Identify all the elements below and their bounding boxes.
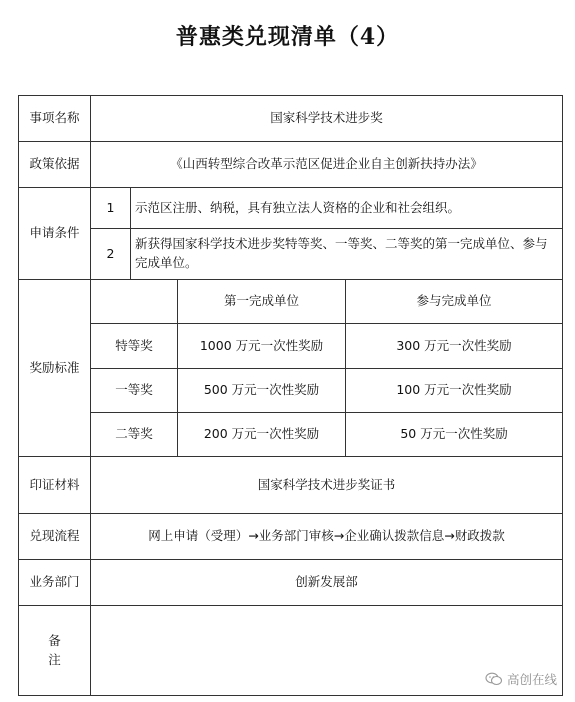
proof-value: 国家科学技术进步奖证书 — [91, 457, 563, 514]
remarks-label — [19, 606, 91, 696]
award-grade: 二等奖 — [91, 413, 178, 457]
page-title: 普惠类兑现清单（4） — [175, 24, 400, 50]
award-first-amount: 200 万元一次性奖励 — [178, 413, 346, 457]
watermark-text: 高创在线 — [506, 672, 557, 687]
award-first-amount: 500 万元一次性奖励 — [178, 369, 346, 413]
row-policy-basis — [19, 142, 563, 188]
proof-label: 印证材料 — [19, 457, 91, 514]
award-label: 奖励标准 — [19, 280, 91, 457]
row-condition-2 — [19, 229, 563, 280]
process-value: 网上申请（受理）→业务部门审核→企业确认拨款信息→财政拨款 — [91, 514, 563, 560]
condition-text: 新获得国家科学技术进步奖特等奖、一等奖、二等奖的第一完成单位、参与完成单位。 — [131, 229, 563, 280]
department-value: 创新发展部 — [91, 560, 563, 606]
award-participant-amount: 100 万元一次性奖励 — [346, 369, 563, 413]
award-first-amount: 1000 万元一次性奖励 — [178, 324, 346, 369]
row-department — [19, 560, 563, 606]
condition-number: 1 — [91, 188, 131, 229]
award-header-first: 第一完成单位 — [178, 280, 346, 324]
condition-number: 2 — [91, 229, 131, 280]
item-name-value: 国家科学技术进步奖 — [91, 96, 563, 142]
award-header-participant: 参与完成单位 — [346, 280, 563, 324]
remarks-label-char: 备 — [48, 632, 61, 648]
award-corner-cell — [91, 280, 178, 324]
row-item-name — [19, 96, 563, 142]
wechat-icon — [485, 672, 503, 686]
row-condition-1 — [19, 188, 563, 229]
award-participant-amount: 300 万元一次性奖励 — [346, 324, 563, 369]
row-proof — [19, 457, 563, 514]
row-award-header — [19, 280, 563, 324]
policy-basis-label: 政策依据 — [19, 142, 91, 188]
item-name-label: 事项名称 — [19, 96, 91, 142]
policy-table — [18, 95, 563, 696]
policy-basis-value: 《山西转型综合改革示范区促进企业自主创新扶持办法》 — [91, 142, 563, 188]
row-award-level — [19, 369, 563, 413]
award-grade: 一等奖 — [91, 369, 178, 413]
row-award-level — [19, 324, 563, 369]
award-participant-amount: 50 万元一次性奖励 — [346, 413, 563, 457]
remarks-label-char: 注 — [48, 651, 61, 667]
conditions-label: 申请条件 — [19, 188, 91, 280]
condition-text: 示范区注册、纳税，具有独立法人资格的企业和社会组织。 — [131, 188, 563, 229]
row-process — [19, 514, 563, 560]
row-award-level — [19, 413, 563, 457]
process-label: 兑现流程 — [19, 514, 91, 560]
award-grade: 特等奖 — [91, 324, 178, 369]
watermark — [485, 670, 557, 688]
department-label: 业务部门 — [19, 560, 91, 606]
row-remarks — [19, 606, 563, 696]
